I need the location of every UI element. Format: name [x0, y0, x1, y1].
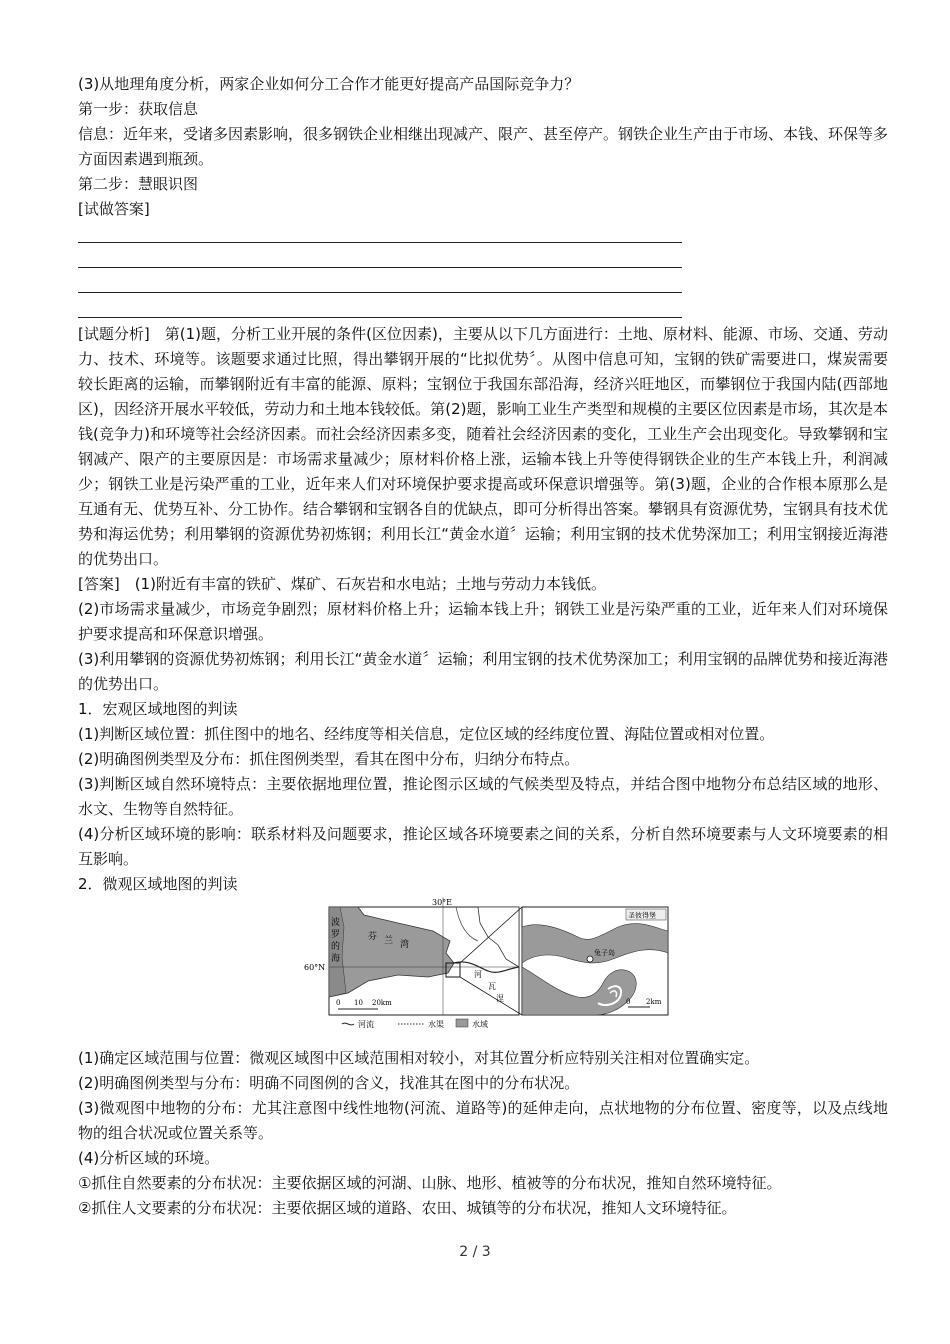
legend-river-symbol	[342, 1023, 354, 1025]
rabbit-island-marker	[587, 956, 593, 962]
answer-1: [答案] (1)附近有丰富的铁矿、煤矿、石灰岩和水电站；土地与劳动力本钱低。	[78, 575, 606, 593]
micro-point-2: (2)明确图例类型与分布：明确不同图例的含义，找准其在图中的分布状况。	[78, 1074, 580, 1092]
city-label: 圣彼得堡	[628, 911, 656, 920]
question-3: (3)从地理角度分析，两家企业如何分工合作才能更好提高产品国际竞争力？	[78, 75, 580, 93]
macro-point-4: (4)分析区域环境的影响：联系材料及问题要求，推论区域各环境要素之间的关系，分析自然环境要素与人文环境要素的相互影响。	[78, 825, 888, 868]
macro-point-1: (1)判断区域位置：抓住图中的地名、经纬度等相关信息，定位区域的经纬度位置、海陆位置或相对位置。	[78, 725, 775, 743]
latitude-label: 60°N	[304, 963, 326, 972]
step-2-heading: 第二步：慧眼识图	[78, 175, 199, 193]
gulf-label: 兰	[384, 936, 394, 946]
macro-point-3: (3)判断区域自然环境特点：主要依据地理位置，推论图示区域的气候类型及特点，并结合图中地物分布总结区域的地形、水文、生物等自然特征。	[78, 775, 888, 818]
micro-point-4a: ①抓住自然要素的分布状况：主要依据区域的河湖、山脉、地形、植被等的分布状况，推知自然环境特征。	[78, 1174, 782, 1192]
scale-label-2: 0	[626, 998, 631, 1006]
micro-section-title: 2．微观区域地图的判读	[78, 875, 238, 893]
answer-blank-line	[78, 242, 682, 243]
legend-water-symbol	[456, 1019, 468, 1027]
step-1-heading: 第一步：获取信息	[78, 100, 199, 118]
scale-label: 10	[354, 999, 363, 1007]
river-label: 涅	[496, 994, 504, 1003]
info-paragraph: 信息：近年来，受诸多因素影响，很多钢铁企业相继出现减产、限产、甚至停产。钢铁企业生产由于市场、本钱、环保等多方面因素遇到瓶颈。	[78, 125, 889, 168]
river-label: 瓦	[488, 982, 496, 991]
micro-point-4b: ②抓住人文要素的分布状况：主要依据区域的道路、农田、城镇等的分布状况，推知人文环境特征。	[78, 1199, 737, 1217]
baltic-label: 的	[331, 942, 341, 952]
answer-blank-line	[78, 267, 682, 268]
answer-2: (2)市场需求量减少，市场竞争剧烈；原材料价格上升；运输本钱上升；钢铁工业是污染严重的工业，近年来人们对环境保护要求提高和环保意识增强。	[78, 600, 888, 643]
scale-label: 0	[336, 999, 341, 1007]
micro-point-3: (3)微观图中地物的分布：尤其注意图中线性地物(河流、道路等)的延伸走向，点状地物的分布位置、密度等，以及点线地物的组合状况或位置关系等。	[78, 1099, 888, 1142]
map-svg	[304, 897, 670, 1033]
longitude-label: 30°E	[432, 898, 453, 907]
scale-label: 20km	[372, 999, 392, 1007]
answer-blank-line	[78, 292, 682, 293]
legend-water-label: 水域	[472, 1020, 488, 1029]
scale-label-2: 2km	[646, 998, 662, 1006]
macro-point-2: (2)明确图例类型及分布：抓住图例类型，看其在图中分布，归纳分布特点。	[78, 750, 580, 768]
river-label: 河	[474, 970, 482, 979]
island-label: 兔子岛	[594, 949, 615, 957]
trial-answer-heading: [试做答案]	[78, 200, 150, 218]
legend-river-label: 河流	[358, 1020, 374, 1029]
baltic-label: 波	[331, 918, 341, 928]
gulf-label: 湾	[400, 940, 410, 950]
micro-point-1: (1)确定区域范围与位置：微观区域图中区域范围相对较小，对其位置分析应特别关注相对位置确实定。	[78, 1049, 760, 1067]
answer-blank-line	[78, 317, 682, 318]
micro-point-4: (4)分析区域的环境。	[78, 1149, 220, 1167]
analysis-paragraph: [试题分析] 第(1)题，分析工业开展的条件(区位因素)，主要从以下几方面进行：土地、原材料、能源、市场、交通、劳动力、技术、环境等。该题要求通过比照，得出攀钢开展的“比拟优势〞。从图中信息可知，宝钢的铁矿需要进口，煤炭需要较长距离的运输，而攀钢附近有丰富的能源、原料；宝钢位于我国东部沿海，经济兴旺地区，而攀钢位于我国内陆(西部地区)，因经济开展水平较低，劳动力和土地本钱较低。第(2)题，影响工业生产类型和规模的主要区位因素是市场，其次是本钱(竞争力)和环境等社会经济因素。而社会经济因素多变，随着社会经济因素的变化，工业生产会出现变化。导致攀钢和宝钢减产、限产的主要原因是：市场需求量减少；原材料价格上涨，运输本钱上升等使得钢铁企业的生产本钱上升，利润减少；钢铁工业是污染严重的工业，近年来人们对环境保护要求提高或环保意识增强等。第(3)题，企业的合作根本原那么是互通有无、优势互补、分工协作。结合攀钢和宝钢各自的优缺点，即可分析得出答案。攀钢具有资源优势，宝钢具有技术优势和海运优势；利用攀钢的资源优势初炼钢；利用长江“黄金水道〞运输；利用宝钢的技术优势深加工；利用宝钢接近海港的优势出口。	[78, 325, 889, 568]
answer-3: (3)利用攀钢的资源优势初炼钢；利用长江“黄金水道〞运输；利用宝钢的技术优势深加工；利用宝钢的品牌优势和接近海港的优势出口。	[78, 650, 888, 693]
gulf-label: 芬	[368, 932, 378, 942]
baltic-label: 罗	[331, 930, 341, 940]
page-number: 2 / 3	[459, 1244, 491, 1260]
legend-canal-label: 水渠	[428, 1020, 444, 1029]
baltic-label: 海	[331, 954, 341, 964]
macro-section-title: 1．宏观区域地图的判读	[78, 700, 238, 718]
neva-river-map-figure	[304, 897, 670, 1033]
